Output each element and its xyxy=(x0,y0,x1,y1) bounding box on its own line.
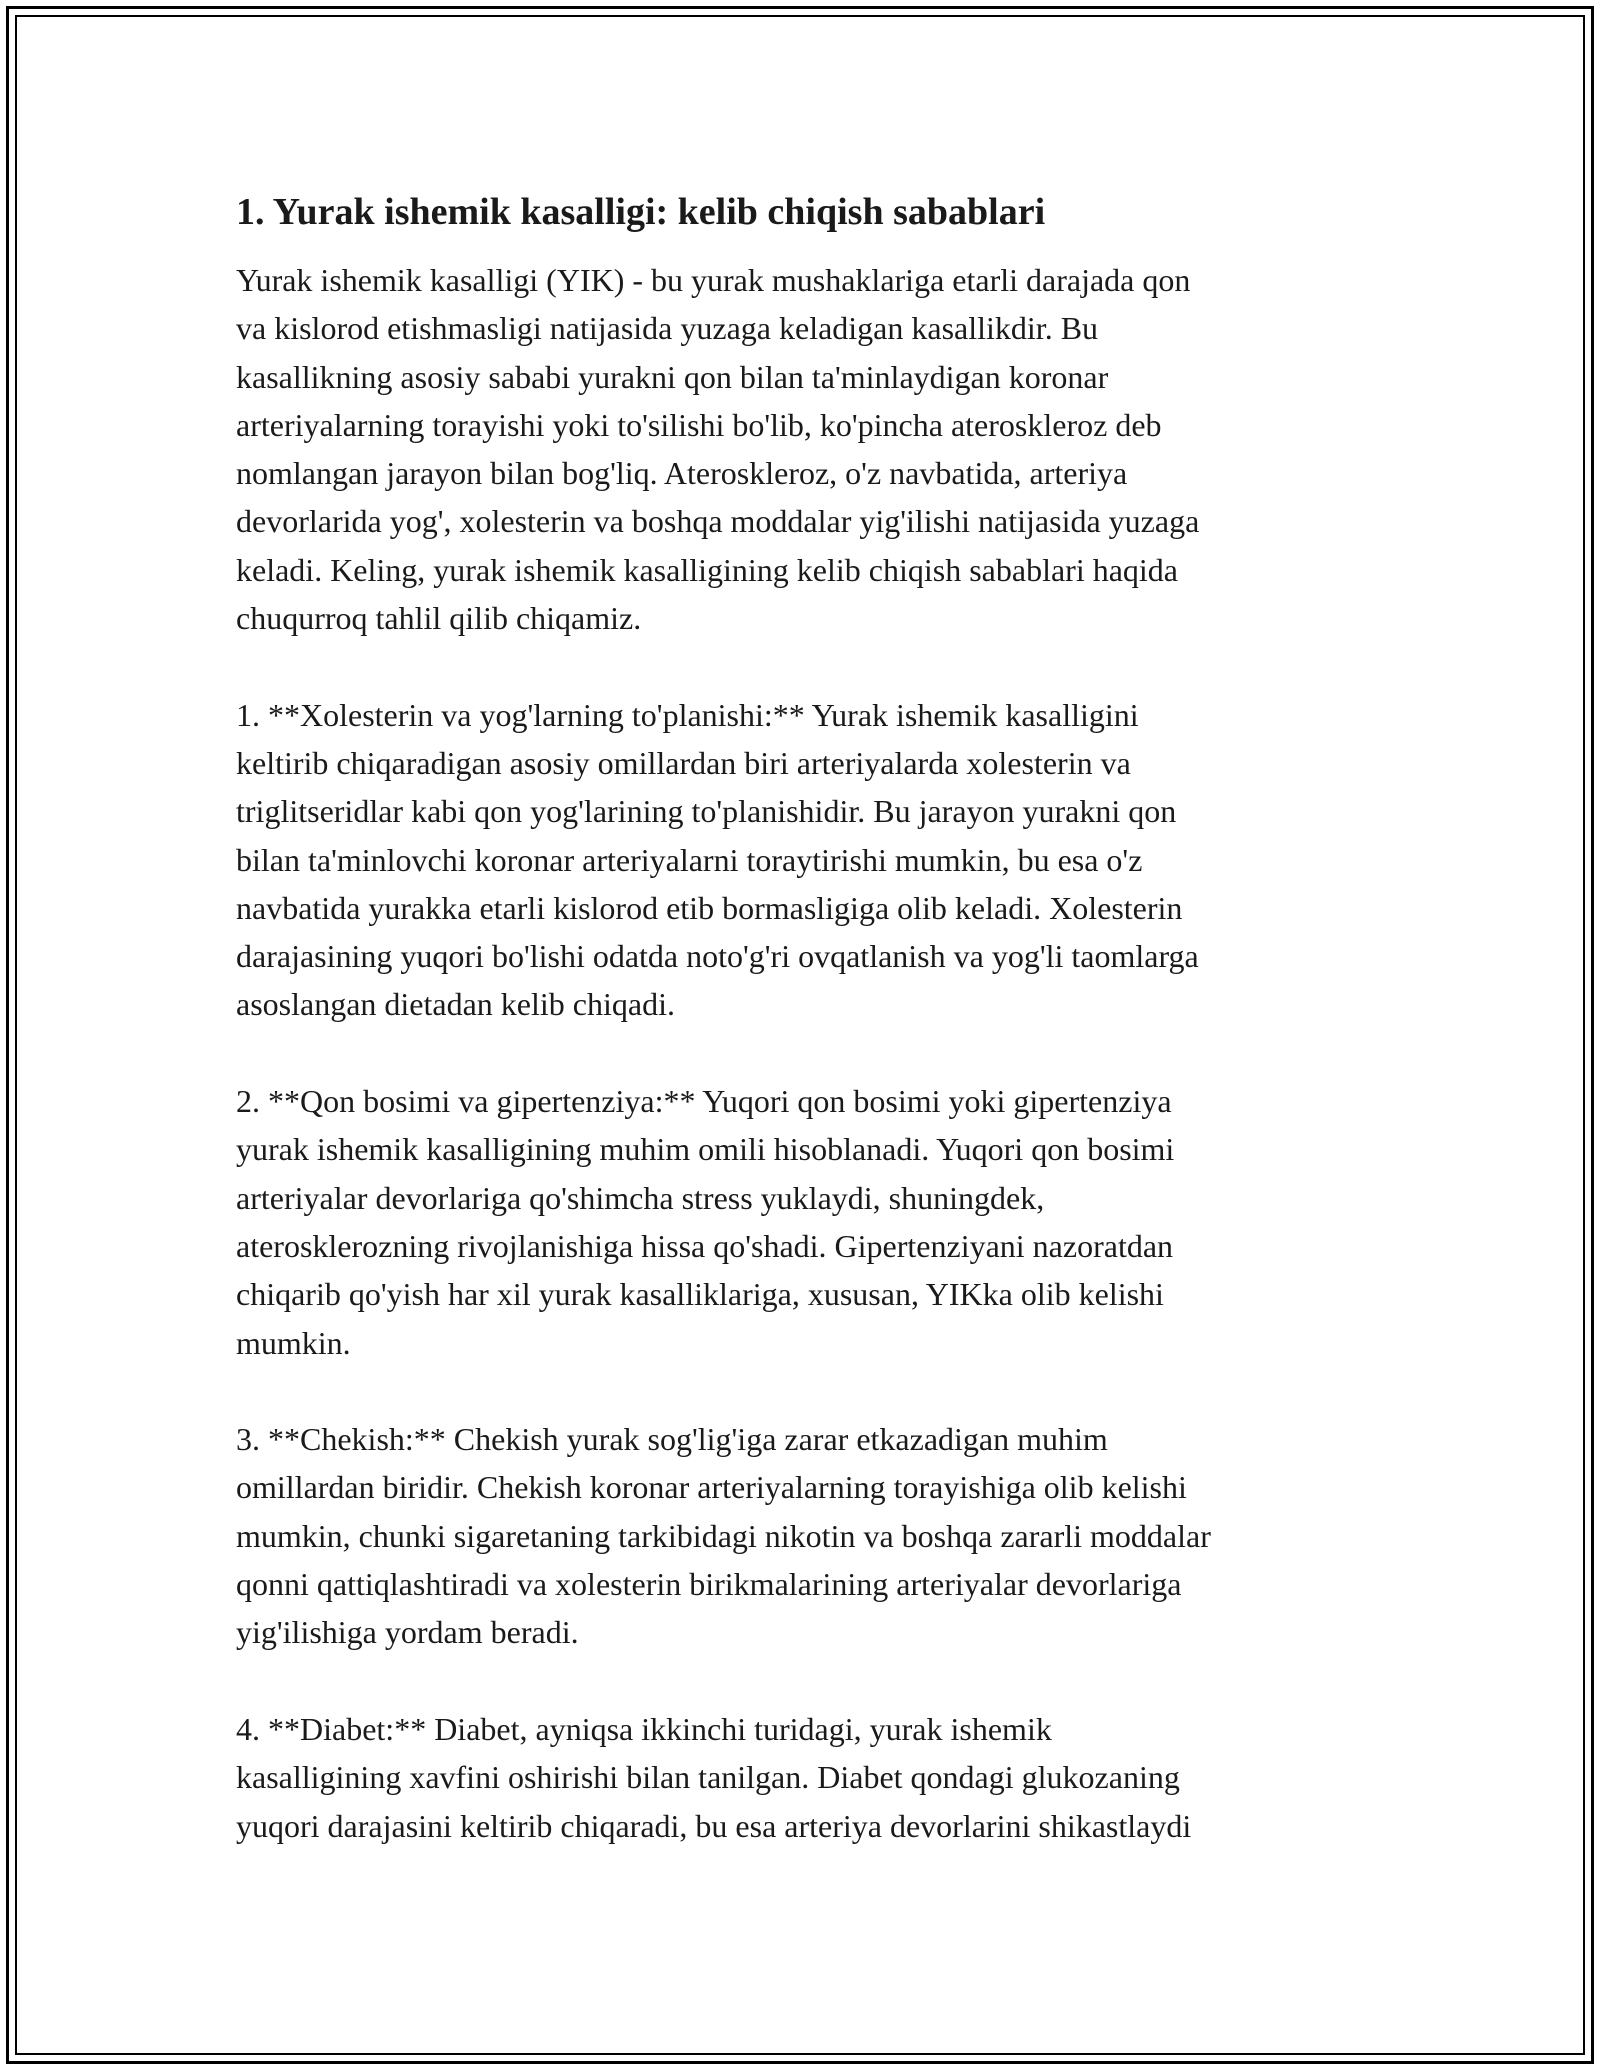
cholesterol-paragraph xyxy=(236,691,1366,1029)
text-line: omillardan biridir. Chekish koronar arteriyalarning torayishiga olib kelishi xyxy=(236,1469,1187,1506)
text-line: Yurak ishemik kasalligi (YIK) - bu yurak mushaklariga etarli darajada qon xyxy=(236,262,1191,298)
diabetes-paragraph xyxy=(236,1705,1366,1850)
text-line: yig'ilishiga yordam beradi. xyxy=(236,1614,579,1651)
text-line: nomlangan jarayon bilan bog'liq. Ateroskleroz, o'z navbatida, arteriya xyxy=(236,455,1128,492)
text-line: yurak ishemik kasalligining muhim omili hisoblanadi. Yuqori qon bosimi xyxy=(236,1131,1175,1168)
text-line: keltirib chiqaradigan asosiy omillardan biri arteriyalarda xolesterin va xyxy=(236,744,1131,781)
text-line: triglitseridlar kabi qon yog'larining to'planishidir. Bu jarayon yurakni qon xyxy=(236,793,1177,830)
text-line: mumkin, chunki sigaretaning tarkibidagi nikotin va boshqa zararli moddalar xyxy=(236,1517,1211,1554)
text-line: keladi. Keling, yurak ishemik kasalligining kelib chiqish sabablari haqida xyxy=(236,551,1178,588)
text-line: 1. **Xolesterin va yog'larning to'planishi:** Yurak ishemik kasalligini xyxy=(236,696,1139,733)
text-line: va kislorod etishmasligi natijasida yuzaga keladigan kasallikdir. Bu xyxy=(236,310,1099,347)
text-line: kasalligining xavfini oshirishi bilan tanilgan. Diabet qondagi glukozaning xyxy=(236,1759,1180,1796)
text-line: chuqurroq tahlil qilib chiqamiz. xyxy=(236,600,642,637)
text-line: yuqori darajasini keltirib chiqaradi, bu esa arteriya devorlarini shikastlaydi xyxy=(236,1807,1192,1844)
text-line: qonni qattiqlashtiradi va xolesterin birikmalarining arteriyalar devorlariga xyxy=(236,1566,1182,1603)
text-line: chiqarib qo'yish har xil yurak kasalliklariga, xususan, YIKka olib kelishi xyxy=(236,1276,1164,1313)
text-line: 3. **Chekish:** Chekish yurak sog'lig'iga zarar etkazadigan muhim xyxy=(236,1421,1108,1458)
text-line: 4. **Diabet:** Diabet, ayniqsa ikkinchi turidagi, yurak ishemik xyxy=(236,1710,1052,1747)
text-line: navbatida yurakka etarli kislorod etib bormasligiga olib keladi. Xolesterin xyxy=(236,889,1183,926)
document-page xyxy=(236,186,1366,1898)
blood-pressure-paragraph xyxy=(236,1077,1366,1367)
text-line: mumkin. xyxy=(236,1324,351,1361)
intro-paragraph xyxy=(236,256,1366,642)
text-line: arteriyalarning torayishi yoki to'silishi bo'lib, ko'pincha ateroskleroz deb xyxy=(236,406,1162,443)
text-line: darajasining yuqori bo'lishi odatda noto'g'ri ovqatlanish va yog'li taomlarga xyxy=(236,938,1199,975)
document-title: 1. Yurak ishemik kasalligi: kelib chiqish sabablari xyxy=(236,191,1046,233)
text-line: 2. **Qon bosimi va gipertenziya:** Yuqori qon bosimi yoki gipertenziya xyxy=(236,1083,1172,1120)
text-line: devorlarida yog', xolesterin va boshqa moddalar yig'ilishi natijasida yuzaga xyxy=(236,503,1200,540)
text-line: bilan ta'minlovchi koronar arteriyalarni toraytirishi mumkin, bu esa o'z xyxy=(236,841,1143,878)
text-line: asoslangan dietadan kelib chiqadi. xyxy=(236,986,675,1023)
smoking-paragraph xyxy=(236,1415,1366,1656)
text-line: kasallikning asosiy sababi yurakni qon bilan ta'minlaydigan koronar xyxy=(236,358,1109,395)
text-line: arteriyalar devorlariga qo'shimcha stress yuklaydi, shuningdek, xyxy=(236,1179,1045,1216)
text-line: aterosklerozning rivojlanishiga hissa qo'shadi. Gipertenziyani nazoratdan xyxy=(236,1227,1174,1264)
